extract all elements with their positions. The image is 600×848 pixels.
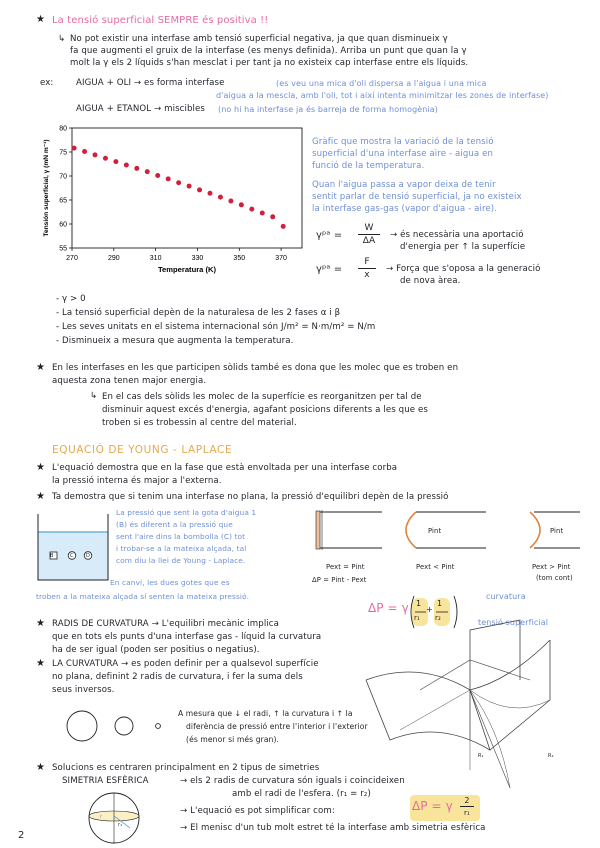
data-point bbox=[281, 224, 286, 229]
formula1-denominator: ΔA bbox=[362, 236, 376, 246]
star-bullet: ★ bbox=[36, 658, 46, 669]
data-point bbox=[72, 146, 77, 151]
radius-line4: LA CURVATURA → es poden definir per a qualsevol superfície bbox=[52, 659, 319, 669]
solids-line4: disminuir aquest excés d'energia, agafant posicions diferents a les que es bbox=[102, 405, 428, 415]
young-blue7: troben a la mateixa alçada sí senten la mateixa pressió. bbox=[36, 592, 250, 601]
data-point bbox=[166, 176, 171, 181]
curvature-label: curvatura bbox=[486, 592, 526, 601]
example-label: ex: bbox=[40, 78, 54, 88]
y-tick-label: 80 bbox=[59, 125, 67, 133]
property4: - Disminueix a mesura que augmenta la temperatura. bbox=[56, 336, 294, 346]
chart-note5: sentit parlar de tensió superficial, ja no existeix bbox=[312, 192, 522, 202]
bottom-line1: Solucions es centraren principalment en 2 tipus de simetries bbox=[52, 763, 320, 773]
x-tick-label: 330 bbox=[191, 255, 204, 262]
section1-line2: fa que augmenti el gruix de la interfase (es menys definida). Arriba un punt que quan la γ bbox=[70, 46, 467, 56]
example2: AIGUA + ETANOL → miscibles bbox=[76, 104, 205, 114]
x-tick-label: 310 bbox=[149, 255, 162, 262]
y-tick-label: 70 bbox=[59, 173, 67, 181]
curvature-note1: A mesura que ↓ el radi, ↑ la curvatura i ↑ la bbox=[178, 709, 353, 718]
formula2-desc2: de nova àrea. bbox=[400, 276, 461, 286]
beaker-diagram bbox=[36, 512, 112, 582]
star-bullet: ★ bbox=[36, 362, 46, 373]
formula1-desc1: → és necessària una aportació bbox=[390, 230, 524, 240]
data-point bbox=[187, 184, 192, 189]
section1-line1: No pot existir una interfase amb tensió superficial negativa, ja que quan disminueix γ bbox=[70, 34, 448, 44]
y-tick-label: 60 bbox=[59, 221, 67, 229]
data-point bbox=[228, 198, 233, 203]
property3: - Les seves unitats en el sistema internacional són J/m² = N·m/m² = N/m bbox=[56, 322, 376, 332]
formula-r2-num: 1 bbox=[437, 599, 443, 608]
tube3-subcaption: (tom cont) bbox=[536, 574, 573, 582]
solids-line3: En el cas dels sòlids les molec de la superfície es reorganitzen per tal de bbox=[102, 392, 422, 402]
sphere-diagram bbox=[86, 790, 142, 846]
chart-plot-frame bbox=[72, 128, 302, 248]
page-number: 2 bbox=[18, 830, 25, 841]
delta-p-def: ΔP = Pint - Pext bbox=[312, 576, 367, 584]
sphere-label-r: r bbox=[100, 814, 103, 820]
star-bullet: ★ bbox=[36, 762, 46, 773]
property2: - La tensió superficial depèn de la naturalesa de les 2 fases α i β bbox=[56, 308, 341, 318]
data-point bbox=[93, 152, 98, 157]
interface-tubes-diagram bbox=[312, 506, 582, 566]
young-blue5: com diu la llei de Young - Laplace. bbox=[116, 556, 246, 565]
radius-line3: ha de ser igual (poden ser positius o negatius). bbox=[52, 645, 260, 655]
beaker-label-b: B bbox=[50, 553, 54, 559]
young-blue1: La pressió que sent la gota d'aigua 1 bbox=[116, 508, 257, 517]
radius-line2: que en tots els punts d'una interfase gas - líquid la curvatura bbox=[52, 632, 322, 642]
formula1-desc2: d'energia per ↑ la superfície bbox=[400, 242, 526, 252]
radius-line5: no plana, definint 2 radis de curvatura, i fer la suma dels bbox=[52, 672, 303, 682]
chart-note3: funció de la temperatura. bbox=[312, 161, 425, 171]
formula1-numerator: W bbox=[358, 223, 380, 235]
formula-r2-den: r₂ bbox=[435, 614, 441, 622]
saddle-r2: R₂ bbox=[548, 753, 554, 759]
formula-plus: + bbox=[426, 605, 433, 614]
data-point bbox=[249, 207, 254, 212]
data-point bbox=[124, 162, 129, 167]
y-tick-label: 75 bbox=[59, 149, 67, 157]
arrow-bullet: ↳ bbox=[58, 34, 66, 44]
spherical-symmetry-label: SIMETRIA ESFÈRICA bbox=[62, 776, 149, 786]
data-point bbox=[197, 187, 202, 192]
circles-decreasing-radius bbox=[64, 708, 174, 744]
symmetry-desc1: → els 2 radis de curvatura són iguals i coincideixen bbox=[180, 776, 405, 786]
young-line1: L'equació demostra que en la fase que està envoltada per una interfase corba bbox=[52, 463, 398, 473]
young-line3: Ta demostra que si tenim una interfase no plana, la pressió d'equilibri depèn de la pressió bbox=[52, 492, 449, 502]
data-point bbox=[270, 214, 275, 219]
x-tick-label: 270 bbox=[66, 255, 78, 262]
tube3-caption: Pext > Pint bbox=[532, 563, 571, 571]
formula-r1-den: r₁ bbox=[414, 614, 420, 622]
formula1-lhs: γᵖᵃ = bbox=[316, 230, 343, 241]
formula-r1-num: 1 bbox=[416, 599, 422, 608]
example1-note2: d'aigua a la mescla, amb l'oli, tot i així intenta minimitzar les zones de interfase) bbox=[216, 91, 549, 100]
data-point bbox=[103, 156, 108, 161]
data-point bbox=[176, 180, 181, 185]
young-blue6: En canvi, les dues gotes que es bbox=[110, 578, 230, 587]
data-point bbox=[239, 202, 244, 207]
young-laplace-heading: EQUACIÓ DE YOUNG - LAPLACE bbox=[52, 444, 233, 456]
spherical-formula-num: 2 bbox=[460, 795, 474, 807]
data-point bbox=[155, 173, 160, 178]
data-point bbox=[145, 169, 150, 174]
young-blue3: sent l'aire dins la bombolla (C) tot bbox=[116, 532, 246, 541]
tube1-caption: Pext = Pint bbox=[326, 563, 365, 571]
surface-tension-chart bbox=[20, 118, 310, 278]
tube2-pint: Pint bbox=[428, 527, 442, 535]
beaker-label-c: C bbox=[70, 553, 74, 559]
x-tick-label: 290 bbox=[107, 255, 120, 262]
arrow-bullet: ↳ bbox=[90, 391, 98, 401]
data-point bbox=[82, 149, 87, 154]
young-blue2: (B) és diferent a la pressió que bbox=[116, 520, 233, 529]
formula2-lhs: γᵖᵃ = bbox=[316, 264, 343, 275]
example1: AIGUA + OLI → es forma interfase bbox=[76, 78, 225, 88]
section1-heading: La tensió superficial SEMPRE és positiva !! bbox=[52, 15, 269, 26]
chart-note4: Quan l'aigua passa a vapor deixa de tenir bbox=[312, 180, 496, 190]
solids-line5: troben si es trobessin al centre del material. bbox=[102, 418, 297, 428]
young-blue4: i trobar-se a la mateixa alçada, tal bbox=[116, 544, 247, 553]
spherical-formula-den: r₁ bbox=[464, 809, 470, 817]
star-bullet: ★ bbox=[36, 462, 46, 473]
surface-tension-label: tensió superficial bbox=[478, 618, 549, 627]
symmetry-desc4: → El menisc d'un tub molt estret té la interfase amb simetria esfèrica bbox=[180, 823, 486, 833]
young-line2: la pressió interna és major a l'externa. bbox=[52, 476, 222, 486]
x-axis-label: Temperatura (K) bbox=[157, 265, 217, 274]
data-point bbox=[218, 195, 223, 200]
tube3-pint: Pint bbox=[550, 527, 564, 535]
property1: - γ > 0 bbox=[56, 294, 86, 304]
radius-line1: RADIS DE CURVATURA → L'equilibri mecànic implica bbox=[52, 619, 279, 629]
formula2-denominator: x bbox=[364, 270, 370, 280]
x-tick-label: 370 bbox=[275, 255, 287, 262]
solids-line1: En les interfases en les que participen sòlids també es dona que les molec que es troben en bbox=[52, 363, 459, 373]
y-tick-label: 65 bbox=[59, 197, 67, 205]
example2-note: (no hi ha interfase ja és barreja de forma homogènia) bbox=[218, 105, 439, 114]
radius-line6: seus inversos. bbox=[52, 685, 115, 695]
star-bullet: ★ bbox=[36, 618, 46, 629]
y-axis-label: Tensión superficial, γ (mN m⁻¹) bbox=[43, 139, 50, 237]
chart-note2: superficial d'una interfase aire - aigua en bbox=[312, 149, 494, 159]
saddle-r1: R₁ bbox=[478, 753, 484, 759]
data-point bbox=[260, 210, 265, 215]
chart-note1: Gràfic que mostra la variació de la tensió bbox=[312, 137, 494, 147]
young-laplace-formula-lhs: ΔP = γ bbox=[368, 601, 409, 615]
sphere-label-r1: r₁ bbox=[118, 822, 123, 828]
formula2-desc1: → Força que s'oposa a la generació bbox=[386, 264, 541, 274]
symmetry-desc3: → L'equació es pot simplificar com: bbox=[180, 806, 335, 816]
chart-note6: la interfase gas-gas (vapor d'aigua - aire). bbox=[312, 204, 498, 214]
star-bullet: ★ bbox=[36, 491, 46, 502]
spherical-formula-lhs: ΔP = γ bbox=[412, 799, 453, 813]
x-tick-label: 350 bbox=[233, 255, 246, 262]
data-point bbox=[134, 166, 139, 171]
formula2-numerator: F bbox=[358, 257, 376, 269]
star-bullet: ★ bbox=[36, 14, 46, 25]
curvature-note3: (és menor si més gran). bbox=[186, 735, 280, 744]
tube2-caption: Pext < Pint bbox=[416, 563, 455, 571]
y-tick-label: 55 bbox=[59, 245, 67, 253]
section1-line3: molt la γ els 2 líquids s'han mesclat i per tant ja no existeix cap interfase entre els líquids. bbox=[70, 58, 469, 68]
symmetry-desc2: amb el radi de l'esfera. (r₁ = r₂) bbox=[232, 789, 371, 799]
beaker-label-d: D bbox=[86, 553, 90, 559]
example1-note1: (es veu una mica d'oli dispersa a l'aigua i una mica bbox=[276, 79, 487, 88]
data-point bbox=[208, 191, 213, 196]
saddle-surface-diagram bbox=[360, 620, 560, 790]
data-point bbox=[113, 159, 118, 164]
curvature-note2: diferència de pressió entre l'interior i l'exterior bbox=[186, 722, 368, 731]
solids-line2: aquesta zona tenen major energia. bbox=[52, 376, 207, 386]
